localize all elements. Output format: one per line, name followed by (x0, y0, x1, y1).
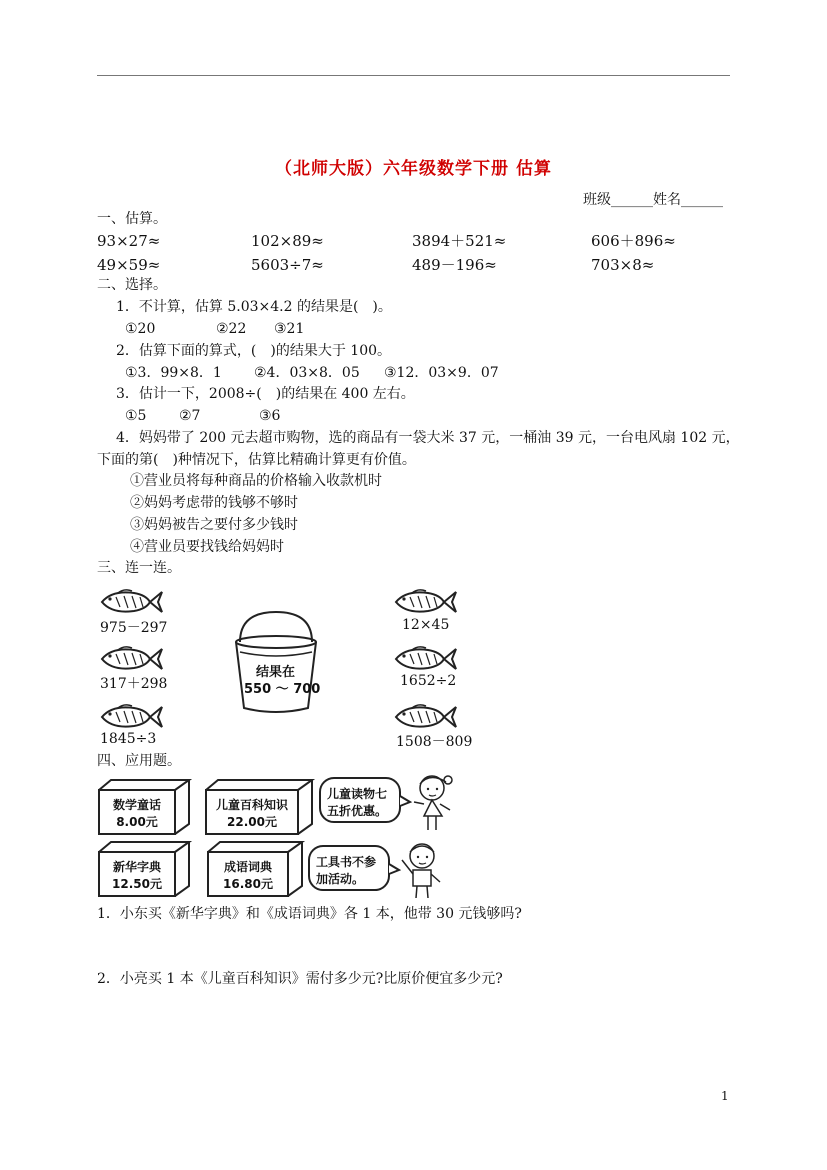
choice-option: ③21 (274, 321, 305, 337)
bubble-text-line1: 工具书不参 (316, 855, 377, 869)
fish-icon (98, 703, 164, 731)
bubble-text-line1: 儿童读物七 (327, 787, 388, 801)
fish-expression: 317＋298 (100, 676, 168, 692)
bubble-text-line2: 五折优惠。 (327, 804, 388, 818)
fish-expression: 12×45 (402, 617, 450, 633)
choice-question-4-line1: 4．妈妈带了 200 元去超市购物，选的商品有一袋大米 37 元，一桶油 39 元，一台电风扇 102 元， (116, 430, 740, 446)
fish-expression: 1845÷3 (100, 731, 157, 747)
choice-option: ①3．99×8．1 (125, 365, 222, 381)
section4-heading: 四、应用题。 (97, 753, 181, 769)
fish-icon (392, 645, 458, 673)
application-question-1: 1．小东买《新华字典》和《成语词典》各 1 本，他带 30 元钱够吗? (97, 906, 522, 922)
book-price: 8.00元 (116, 815, 158, 829)
estimate-item: 102×89≈ (251, 232, 324, 250)
choice-option: ①营业员将每种商品的价格输入收款机时 (130, 473, 382, 489)
estimate-item: 606＋896≈ (591, 232, 676, 250)
book-price: 22.00元 (227, 815, 277, 829)
bucket-label-line2: 550 ～ 700 (244, 682, 321, 697)
header-rule (97, 75, 730, 76)
choice-question-1: 1．不计算，估算 5.03×4.2 的结果是( )。 (116, 299, 392, 315)
page-title: （北师大版）六年级数学下册 估算 (275, 159, 552, 179)
class-name-line: 班级______姓名______ (583, 192, 723, 208)
bubble-text-line2: 加活动。 (316, 872, 365, 886)
fish-icon (392, 703, 458, 731)
book-name: 数学童话 (112, 798, 161, 812)
estimate-item: 489－196≈ (412, 256, 497, 274)
book-price: 12.50元 (112, 877, 162, 891)
choice-option: ③6 (259, 408, 281, 424)
fish-expression: 1508－809 (396, 734, 473, 750)
fish-icon (98, 588, 164, 616)
choice-option: ④营业员要找钱给妈妈时 (130, 539, 284, 555)
choice-option: ②22 (216, 321, 247, 337)
section2-heading: 二、选择。 (97, 277, 167, 293)
choice-question-3: 3．估计一下，2008÷( )的结果在 400 左右。 (116, 386, 415, 402)
fish-icon (98, 645, 164, 673)
fish-expression: 975－297 (100, 620, 168, 636)
estimate-item: 5603÷7≈ (251, 256, 324, 274)
choice-option: ②4．03×8．05 (254, 365, 360, 381)
section3-heading: 三、连一连。 (97, 560, 181, 576)
choice-question-2: 2．估算下面的算式，( )的结果大于 100。 (116, 343, 392, 359)
estimate-item: 703×8≈ (591, 256, 655, 274)
book-price: 16.80元 (223, 877, 273, 891)
girl-figure-icon (410, 772, 460, 836)
application-question-2: 2．小亮买 1 本《儿童百科知识》需付多少元?比原价便宜多少元? (97, 971, 503, 987)
choice-option: ③12．03×9．07 (384, 365, 499, 381)
estimate-item: 3894＋521≈ (412, 232, 507, 250)
book-name: 新华字典 (112, 860, 161, 874)
bucket-label-line1: 结果在 (256, 665, 296, 680)
section1-heading: 一、估算。 (97, 211, 167, 227)
choice-option: ③妈妈被告之要付多少钱时 (130, 517, 298, 533)
estimate-item: 49×59≈ (97, 256, 161, 274)
bucket-icon (232, 608, 320, 716)
fish-expression: 1652÷2 (400, 673, 457, 689)
choice-option: ②7 (179, 408, 201, 424)
book-name: 儿童百科知识 (215, 798, 288, 812)
choice-option: ②妈妈考虑带的钱够不够时 (130, 495, 298, 511)
choice-option: ①20 (125, 321, 156, 337)
choice-option: ①5 (125, 408, 147, 424)
fish-icon (392, 588, 458, 616)
estimate-item: 93×27≈ (97, 232, 161, 250)
book-name: 成语词典 (223, 860, 272, 874)
boy-figure-icon (398, 840, 448, 902)
page-number: 1 (721, 1089, 729, 1103)
choice-question-4-line2: 下面的第( )种情况下，估算比精确计算更有价值。 (97, 452, 416, 468)
